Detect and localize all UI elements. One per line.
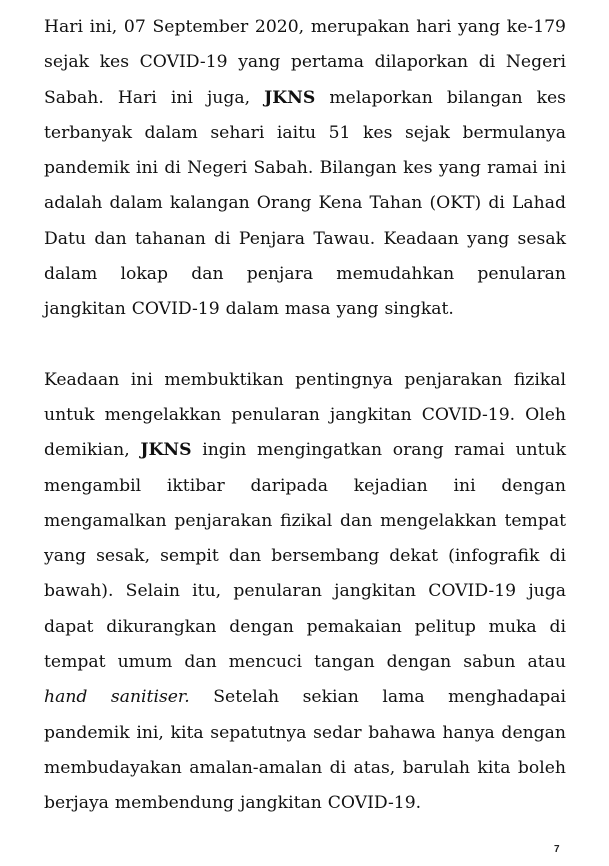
hand-sanitiser-italic: hand sanitiser. (44, 687, 190, 708)
page-number: 7 (554, 844, 560, 855)
paragraph-2-text-end: Setelah sekian lama menghadapai pandemik ini, kita sepatutnya sedar bahawa hanya dengan membudayakan amalan-amalan di atas, barulah kita boleh berjaya membendung jangkitan COVID-19. (44, 687, 567, 814)
document-page (44, 10, 566, 822)
paragraph-2 (44, 363, 566, 822)
jkns-bold-1: JKNS (264, 87, 316, 108)
paragraph-1-text-cont: melaporkan bilangan kes terbanyak dalam sehari iaitu 51 kes sejak bermulanya pandemik ini di Negeri Sabah. Bilangan kes yang ramai ini adalah dalam kalangan Orang Kena Tahan (OKT) di Lahad Datu dan tahanan di Penjara Tawau. Keadaan yang sesak dalam lokap dan penjara memudahkan penularan jangkitan COVID-19 dalam masa yang singkat. (44, 87, 566, 320)
paragraph-2-text: Keadaan ini membuktikan pentingnya penjarakan fizikal untuk mengelakkan penularan jangkitan COVID-19. Oleh demikian, (44, 369, 566, 461)
paragraph-2-text-cont: ingin mengingatkan orang ramai untuk mengambil iktibar daripada kejadian ini dengan mengamalkan penjarakan fizikal dan mengelakkan tempat yang sesak, sempit dan bersembang dekat (infografik di bawah). Selain itu, penularan jangkitan COVID-19 juga dapat dikurangkan dengan pemakaian pelitup muka di tempat umum dan mencuci tangan dengan sabun atau (44, 440, 566, 673)
jkns-bold-2: JKNS (140, 440, 192, 461)
paragraph-1 (44, 10, 566, 328)
paragraph-1-text: Hari ini, 07 September 2020, merupakan hari yang ke-179 sejak kes COVID-19 yang pertama dilaporkan di Negeri Sabah. Hari ini juga, (44, 17, 566, 108)
